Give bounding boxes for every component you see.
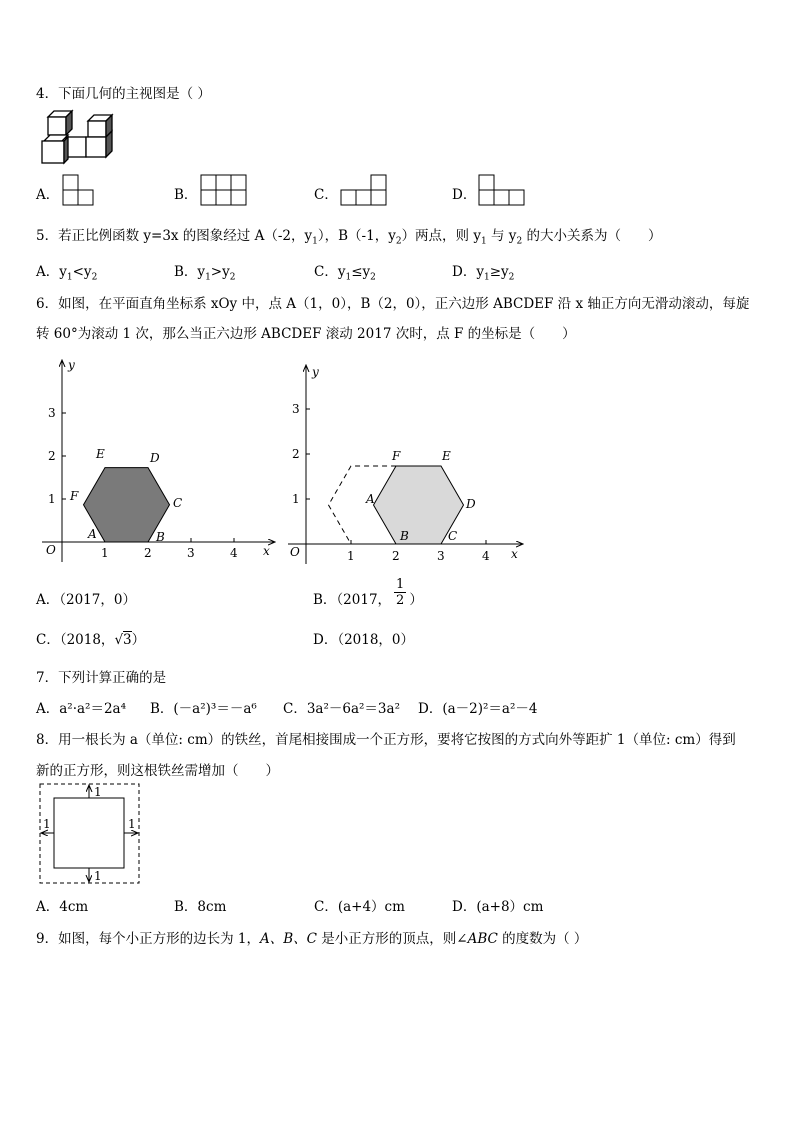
q6-stem-line2: 转 60°为滚动 1 次，那么当正六边形 ABCDEF 滚动 2017 次时，点 F 的坐标是（ ） — [36, 326, 576, 342]
q8-option-b[interactable]: B．8cm — [174, 899, 227, 915]
q4-option-a-label[interactable]: A． — [36, 187, 60, 203]
q6-graph-right — [284, 360, 529, 570]
q6-option-a[interactable]: A．（2017，0） — [36, 592, 136, 608]
q4-option-b-label[interactable]: B． — [174, 187, 198, 203]
q4-option-a-figure[interactable] — [62, 174, 96, 206]
point-label-a: A — [88, 527, 97, 541]
point-label-b: B — [400, 529, 409, 543]
q7-option-b[interactable]: B．(－a²)³＝－a⁶ — [150, 701, 257, 717]
y-axis-label: y — [312, 365, 319, 379]
x-axis-label: x — [511, 547, 518, 561]
q7-stem: 7．下列计算正确的是 — [36, 670, 167, 686]
q8-stem-line2: 新的正方形，则这根铁丝需增加（ ） — [36, 763, 279, 779]
q4-option-d-figure[interactable] — [478, 174, 526, 206]
q8-option-c[interactable]: C．(a+4）cm — [314, 899, 405, 915]
y-tick-label: 1 — [48, 492, 56, 506]
x-axis-label: x — [263, 544, 270, 558]
q6-option-b[interactable]: B．（2017， $\frac{1}{2}$ ） — [313, 577, 423, 608]
fraction-numerator: 1 — [396, 577, 405, 592]
q6-stem-line1: 6．如图，在平面直角坐标系 xOy 中，点 A（1，0），B（2，0），正六边形 ABCDEF 沿 x 轴正方向无滑动滚动，每旋 — [36, 296, 750, 312]
q4-option-c-label[interactable]: C． — [314, 187, 338, 203]
origin-label: O — [290, 545, 300, 559]
q8-option-d[interactable]: D．(a+8）cm — [452, 899, 544, 915]
x-tick-label: 2 — [144, 546, 152, 560]
q7-option-c[interactable]: C．3a²－6a²＝3a² — [283, 701, 400, 717]
offset-label-right: 1 — [128, 817, 136, 831]
point-label-e: E — [96, 447, 105, 461]
q8-square-figure — [38, 782, 142, 886]
x-tick-label: 4 — [230, 546, 238, 560]
inner-square — [54, 798, 124, 868]
q8-stem-line1: 8．用一根长为 a（单位: cm）的铁丝，首尾相接围成一个正方形，要将它按图的方式向外等距扩 1（单位: cm）得到 — [36, 732, 736, 748]
y-tick-label: 2 — [292, 447, 300, 461]
y-tick-label: 3 — [292, 402, 300, 416]
q7-option-a[interactable]: A．a²·a²＝2a⁴ — [36, 701, 127, 717]
q5-option-b[interactable]: B．$y_1>y_2$ — [174, 264, 236, 283]
y-tick-label: 1 — [292, 492, 300, 506]
x-tick-label: 1 — [347, 549, 355, 563]
fraction-denominator: 2 — [396, 593, 405, 608]
y-tick-label: 3 — [48, 406, 56, 420]
q6-graph-left — [34, 355, 279, 567]
q5-option-a[interactable]: A．$y_1<y_2$ — [36, 264, 98, 283]
sqrt-symbol: √ — [114, 632, 124, 648]
point-label-c: C — [173, 496, 183, 510]
q5-option-d[interactable]: D．$y_1\ge y_2$ — [452, 264, 515, 283]
x-tick-label: 2 — [392, 549, 400, 563]
q5-option-c[interactable]: C．$y_1\le y_2$ — [314, 264, 376, 283]
q4-option-c-figure[interactable] — [340, 174, 388, 206]
origin-label: O — [46, 543, 56, 557]
x-tick-label: 3 — [187, 546, 195, 560]
point-label-d: D — [466, 497, 476, 511]
q4-option-d-label[interactable]: D． — [452, 187, 477, 203]
x-tick-label: 4 — [482, 549, 490, 563]
x-tick-label: 1 — [101, 546, 109, 560]
y-tick-label: 2 — [48, 449, 56, 463]
offset-label-bottom: 1 — [94, 869, 102, 883]
q9-stem: 9．如图，每个小正方形的边长为 1，A、B、C 是小正方形的顶点，则∠ABC 的度数为（ ） — [36, 931, 588, 947]
offset-label-top: 1 — [94, 785, 102, 799]
point-label-b: B — [156, 530, 165, 544]
y-axis-label: y — [68, 358, 75, 372]
q6-option-c[interactable]: C．（2018，√3） — [36, 632, 146, 648]
q6-option-d[interactable]: D．（2018，0） — [313, 632, 415, 648]
point-label-f: F — [70, 489, 79, 503]
q4-3d-figure — [38, 109, 118, 167]
q5-stem: 5．若正比例函数 y=3x 的图象经过 A（-2，$y_1$），B（-1，$y_2$）两点，则 $y_1$ 与 $y_2$ 的大小关系为（ ） — [36, 228, 662, 247]
point-label-e: E — [442, 449, 451, 463]
q4-option-b-figure[interactable] — [200, 174, 248, 206]
point-label-f: F — [392, 449, 401, 463]
point-label-d: D — [150, 451, 160, 465]
point-label-a: A — [366, 492, 375, 506]
offset-label-left: 1 — [43, 817, 51, 831]
x-tick-label: 3 — [437, 549, 445, 563]
point-label-c: C — [448, 529, 458, 543]
q8-option-a[interactable]: A．4cm — [36, 899, 89, 915]
q4-stem: 4．下面几何的主视图是（ ） — [36, 86, 211, 102]
q7-option-d[interactable]: D．(a－2)²＝a²－4 — [418, 701, 538, 717]
